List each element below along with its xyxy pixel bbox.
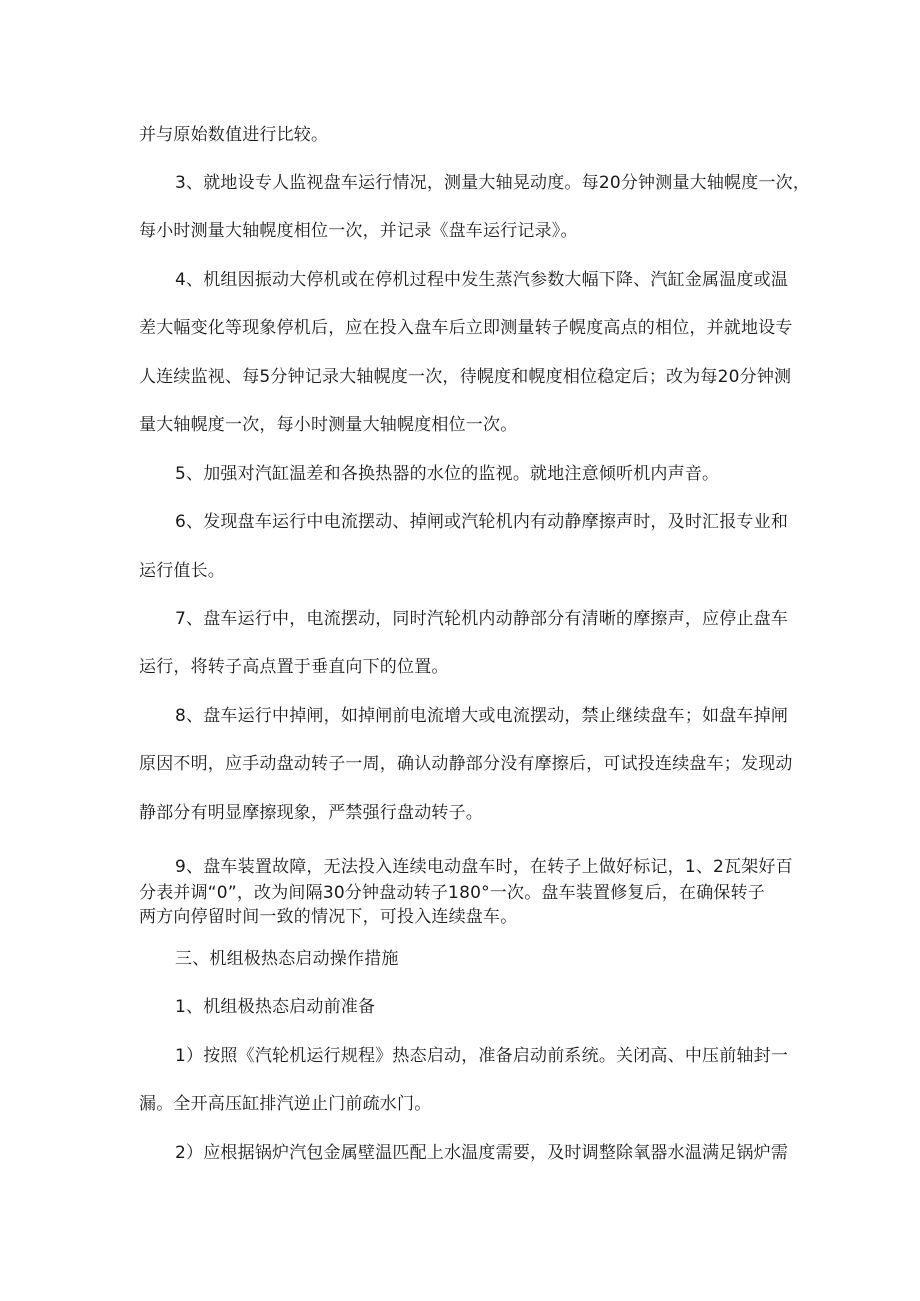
- paragraph-line: 9、盘车装置故障，无法投入连续电动盘车时，在转子上做好标记，1、2瓦架好百: [175, 857, 793, 877]
- paragraph-line: 静部分有明显摩擦现象，严禁强行盘动转子。: [139, 803, 483, 823]
- paragraph-line: 量大轴幌度一次，每小时测量大轴幌度相位一次。: [139, 415, 518, 435]
- paragraph-line: 人连续监视、每5分钟记录大轴幌度一次，待幌度和幌度相位稳定后；改为每20分钟测: [139, 367, 792, 387]
- paragraph-line: 漏。全开高压缸排汽逆止门前疏水门。: [139, 1094, 432, 1114]
- subsection-heading: 1、机组极热态启动前准备: [175, 997, 376, 1017]
- paragraph-line: 6、发现盘车运行中电流摆动、掉闸或汽轮机内有动静摩擦声时，及时汇报专业和: [175, 512, 789, 532]
- paragraph-line: 两方向停留时间一致的情况下，可投入连续盘车。: [139, 907, 518, 927]
- paragraph-line: 运行，将转子高点置于垂直向下的位置。: [139, 657, 449, 677]
- paragraph-line: 8、盘车运行中掉闸，如掉闸前电流增大或电流摆动，禁止继续盘车；如盘车掉闸: [175, 706, 789, 726]
- paragraph-line: 并与原始数值进行比较。: [139, 125, 329, 145]
- paragraph-line: 差大幅变化等现象停机后，应在投入盘车后立即测量转子幌度高点的相位，并就地设专: [139, 318, 793, 338]
- paragraph-line: 分表并调“0”，改为间隔30分钟盘动转子180°一次。盘车装置修复后，在确保转子: [139, 883, 766, 903]
- paragraph-line: 4、机组因振动大停机或在停机过程中发生蒸汽参数大幅下降、汽缸金属温度或温: [175, 270, 789, 290]
- paragraph-line: 每小时测量大轴幌度相位一次，并记录《盘车运行记录》。: [139, 221, 578, 241]
- paragraph-line: 3、就地设专人监视盘车运行情况，测量大轴晃动度。每20分钟测量大轴幌度一次，: [175, 173, 811, 193]
- section-heading: 三、机组极热态启动操作措施: [175, 949, 399, 969]
- paragraph-line: 5、加强对汽缸温差和各换热器的水位的监视。就地注意倾听机内声音。: [175, 464, 720, 484]
- paragraph-line: 原因不明，应手动盘动转子一周，确认动静部分没有摩擦后，可试投连续盘车；发现动: [139, 754, 793, 774]
- paragraph-line: 1）按照《汽轮机运行规程》热态启动，准备启动前系统。关闭高、中压前轴封一: [175, 1046, 789, 1066]
- paragraph-line: 运行值长。: [139, 561, 225, 581]
- paragraph-line: 7、盘车运行中，电流摆动，同时汽轮机内动静部分有清晰的摩擦声，应停止盘车: [175, 609, 789, 629]
- paragraph-line: 2）应根据锅炉汽包金属壁温匹配上水温度需要，及时调整除氧器水温满足锅炉需: [175, 1143, 789, 1163]
